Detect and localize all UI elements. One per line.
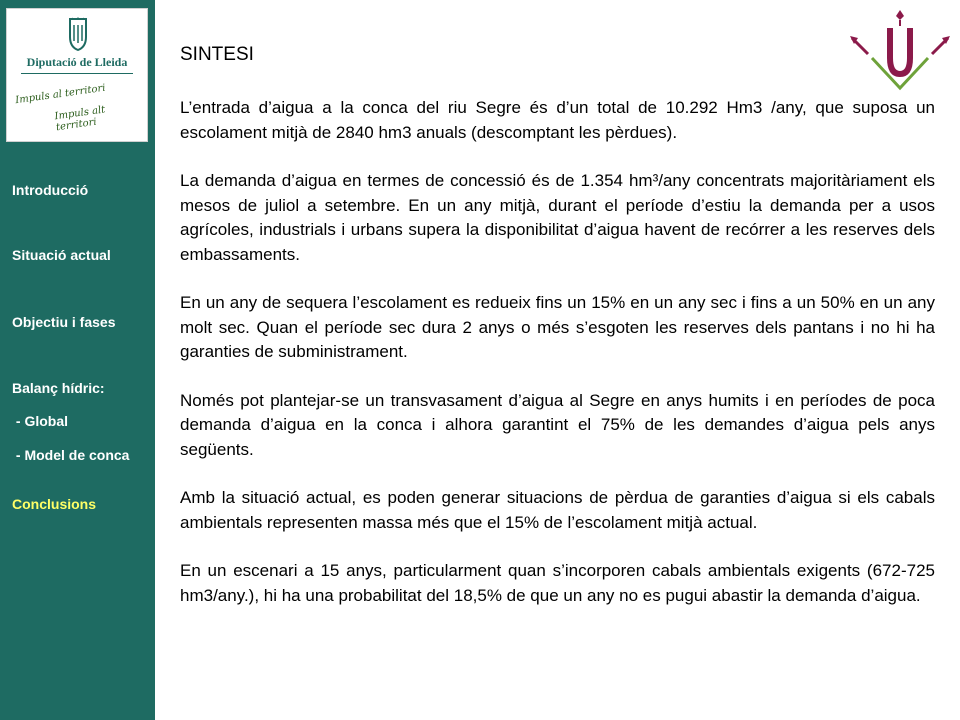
- university-logo-icon: [846, 8, 954, 94]
- nav-item-global[interactable]: - Global: [12, 413, 68, 429]
- logo-divider: [21, 73, 133, 74]
- sidebar: [0, 0, 155, 720]
- slogan-line1: Impuls al territori: [14, 82, 107, 107]
- paragraph-demanda: La demanda d’aigua en termes de concessió és de 1.354 hm³/any concentrats majoritàriament els mesos de juliol a setembre. En un any mitjà, durant el període d’estiu la demanda per a usos agrícoles, industrials i urbans supera la disponibilitat d’aigua havent de recórrer a les reserves dels embassaments.: [180, 171, 935, 264]
- nav-item-conclusions[interactable]: Conclusions: [12, 496, 97, 512]
- nav-item-situacio-actual[interactable]: Situació actual: [12, 247, 111, 263]
- paragraph-escenari: En un escenari a 15 anys, particularment quan s’incorporen cabals ambientals exigents (672-725 hm3/any.), hi ha una probabilitat del 18,5% de que un any no es pugui abastir la demanda d’aigua.: [180, 561, 935, 605]
- content-body: [180, 96, 935, 632]
- paragraph-situacio-actual: Amb la situació actual, es poden generar situacions de pèrdua de garanties d’aigua si els cabals ambientals representen massa més que el 15% de l’escolament mitjà actual.: [180, 488, 935, 532]
- page-title: SINTESI: [180, 44, 254, 65]
- nav-item-introduccio[interactable]: Introducció: [12, 182, 89, 198]
- paragraph-entrada: L’entrada d’aigua a la conca del riu Segre és d’un total de 10.292 Hm3 /any, que suposa un escolament mitjà de 2840 hm3 anuals (descomptant les pèrdues).: [180, 98, 935, 142]
- nav-item-objectiu-i-fases[interactable]: Objectiu i fases: [12, 314, 116, 330]
- paragraph-transvasament: Només pot plantejar-se un transvasament d’aigua al Segre en anys humits i en períodes de poca demanda d’aigua en la conca i alhora garantint el 75% de les demandes d’aigua pels anys següents.: [180, 390, 935, 459]
- paragraph-sequera: En un any de sequera l’escolament es redueix fins un 15% en un any sec i fins a un 50% en un any molt sec. Quan el període sec dura 2 anys o més s’esgoten les reserves dels pantans i no hi ha garanties de subministrament.: [180, 293, 935, 361]
- nav-item-model-de-conca[interactable]: - Model de conca: [12, 447, 130, 463]
- nav-item-balanc-hidric[interactable]: Balanç hídric:: [12, 380, 105, 396]
- diputacio-logo: [6, 8, 148, 142]
- org-name: Diputació de Lleida: [26, 55, 128, 69]
- slogan-line2: Impuls alt territori: [53, 104, 106, 134]
- coat-of-arms-icon: [67, 17, 89, 51]
